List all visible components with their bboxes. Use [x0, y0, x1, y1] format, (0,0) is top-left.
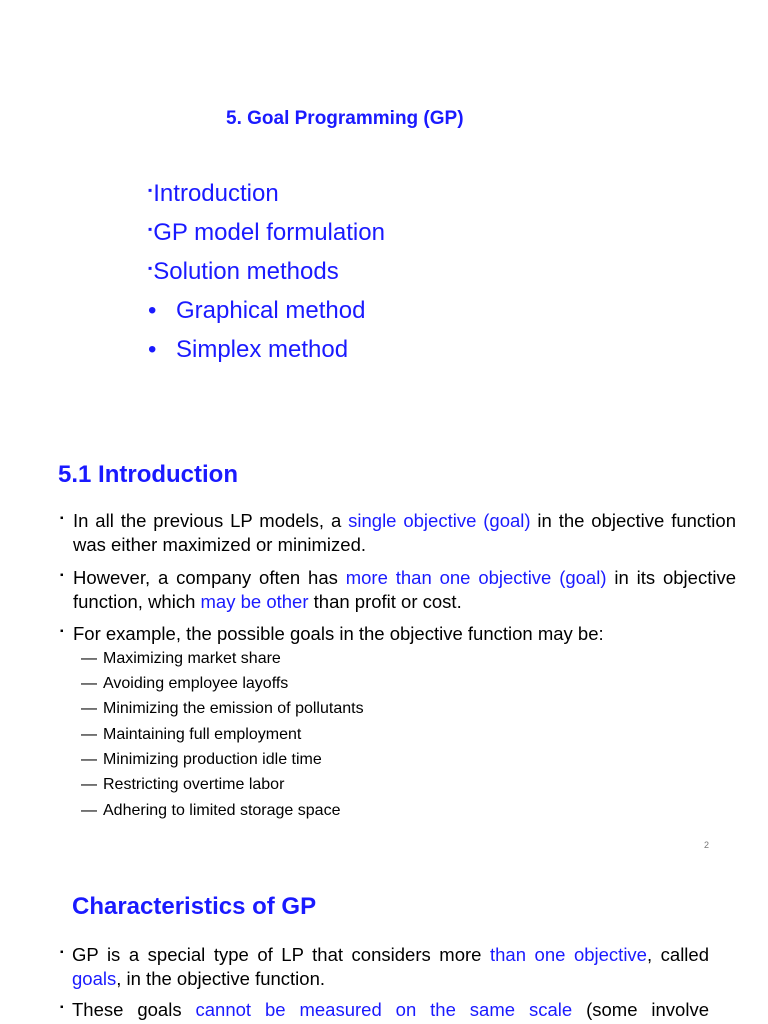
- dash-bullet-icon: —: [81, 802, 97, 819]
- toc-label: Simplex method: [176, 336, 349, 363]
- square-bullet-icon: ▪: [60, 947, 64, 958]
- list-item: — Restricting overtime labor: [81, 776, 285, 793]
- square-bullet-icon: ▪: [60, 626, 64, 637]
- square-bullet-icon: ▪: [148, 261, 153, 275]
- toc-item-graphical-method: [148, 297, 365, 325]
- toc-item-simplex-method: [148, 336, 348, 364]
- highlight-text: cannot be measured on the same scale: [195, 999, 573, 1020]
- section-heading-characteristics: Characteristics of GP: [72, 893, 317, 920]
- square-bullet-icon: ▪: [148, 222, 153, 236]
- section-heading-introduction: 5.1 Introduction: [58, 461, 238, 488]
- dash-bullet-icon: —: [81, 726, 97, 743]
- list-item: — Adhering to limited storage space: [81, 802, 341, 819]
- square-bullet-icon: ▪: [60, 513, 64, 524]
- toc-item-introduction: [148, 180, 279, 208]
- dash-bullet-icon: —: [81, 700, 97, 717]
- highlight-text: goals: [72, 968, 117, 989]
- toc-label: Introduction: [153, 180, 279, 207]
- highlight-text: more than one objective (goal): [345, 567, 607, 588]
- square-bullet-icon: ▪: [60, 1002, 64, 1013]
- round-bullet-icon: •: [148, 297, 157, 324]
- intro-paragraph-2: ▪ However, a company often has more than one objective (goal) in its objective function, which may be other than profit or cost.: [73, 566, 736, 614]
- highlight-text: than one objective: [489, 944, 647, 965]
- page-number: 2: [704, 840, 710, 850]
- intro-paragraph-1: ▪ In all the previous LP models, a single objective (goal) in the objective function was either maximized or minimized.: [73, 509, 736, 557]
- dash-bullet-icon: —: [81, 776, 97, 793]
- dash-bullet-icon: —: [81, 751, 97, 768]
- list-item: — Maintaining full employment: [81, 726, 302, 743]
- dash-bullet-icon: —: [81, 675, 97, 692]
- highlight-text: single objective (goal): [348, 510, 531, 531]
- list-item: — Minimizing the emission of pollutants: [81, 700, 364, 717]
- toc-item-gp-model-formulation: [148, 219, 385, 247]
- intro-paragraph-3: ▪ For example, the possible goals in the objective function may be:: [73, 622, 736, 646]
- square-bullet-icon: ▪: [148, 183, 153, 197]
- list-item: — Maximizing market share: [81, 650, 281, 667]
- toc-item-solution-methods: [148, 258, 339, 286]
- characteristics-paragraph-1: ▪ GP is a special type of LP that considers more than one objective, called goals, in the objective function.: [72, 943, 709, 991]
- highlight-text: may be other: [200, 591, 309, 612]
- round-bullet-icon: •: [148, 336, 157, 363]
- list-item: — Minimizing production idle time: [81, 751, 322, 768]
- toc-label: Solution methods: [153, 258, 339, 285]
- list-item: — Avoiding employee layoffs: [81, 675, 289, 692]
- toc-label: Graphical method: [176, 297, 366, 324]
- square-bullet-icon: ▪: [60, 570, 64, 581]
- page-title: 5. Goal Programming (GP): [226, 108, 464, 129]
- toc-label: GP model formulation: [153, 219, 385, 246]
- dash-bullet-icon: —: [81, 650, 97, 667]
- characteristics-paragraph-2: ▪ These goals cannot be measured on the same scale (some involve: [72, 998, 709, 1022]
